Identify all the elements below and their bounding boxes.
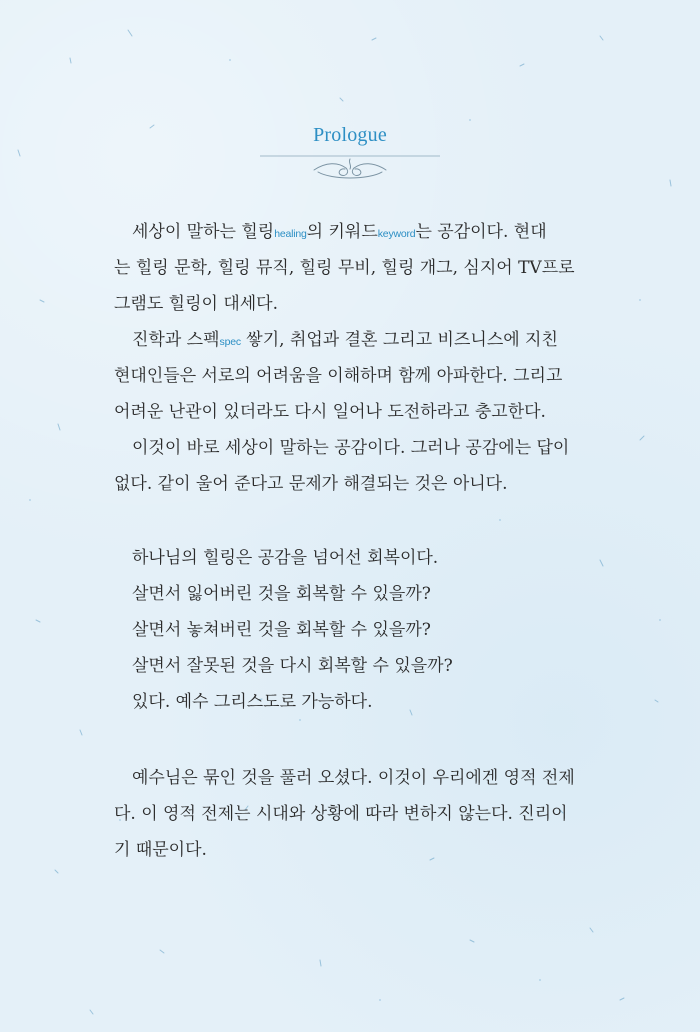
gloss-spec: spec	[219, 336, 241, 348]
paragraph-4-line-2: 다. 이 영적 전제는 시대와 상황에 따라 변하지 않는다. 진리이	[114, 804, 568, 824]
stanza-line-5: 있다. 예수 그리스도로 가능하다.	[132, 692, 373, 712]
gloss-keyword: keyword	[377, 228, 416, 240]
page-title: Prologue	[313, 124, 387, 146]
paragraph-3-line-2: 없다. 같이 울어 준다고 문제가 해결되는 것은 아니다.	[114, 474, 508, 494]
paragraph-2-line-3: 어려운 난관이 있더라도 다시 일어나 도전하라고 충고한다.	[114, 402, 546, 422]
paragraph-1-line-3: 그램도 힐링이 대세다.	[114, 294, 279, 314]
paragraph-4-line-1: 예수님은 묶인 것을 풀러 오셨다. 이것이 우리에겐 영적 전제	[132, 768, 575, 788]
paragraph-4-line-3: 기 때문이다.	[114, 840, 207, 860]
stanza-line-1: 하나님의 힐링은 공감을 넘어선 회복이다.	[132, 548, 439, 568]
stanza-line-3: 살면서 놓쳐버린 것을 회복할 수 있을까?	[132, 620, 431, 640]
flourish-ornament-icon	[258, 150, 442, 186]
paragraph-1-line-2: 는 힐링 문학, 힐링 뮤직, 힐링 무비, 힐링 개그, 심지어 TV프로	[114, 258, 575, 278]
paragraph-2-line-1: 진학과 스펙spec 쌓기, 취업과 결혼 그리고 비즈니스에 지친	[132, 330, 558, 350]
paragraph-1-line-1: 세상이 말하는 힐링healing의 키워드keyword는 공감이다. 현대	[132, 222, 547, 242]
paragraph-2-line-2: 현대인들은 서로의 어려움을 이해하며 함께 아파한다. 그리고	[114, 366, 563, 386]
stanza-line-4: 살면서 잘못된 것을 다시 회복할 수 있을까?	[132, 656, 453, 676]
gloss-healing: healing	[274, 228, 307, 240]
stanza-line-2: 살면서 잃어버린 것을 회복할 수 있을까?	[132, 584, 431, 604]
paragraph-3-line-1: 이것이 바로 세상이 말하는 공감이다. 그러나 공감에는 답이	[132, 438, 570, 458]
